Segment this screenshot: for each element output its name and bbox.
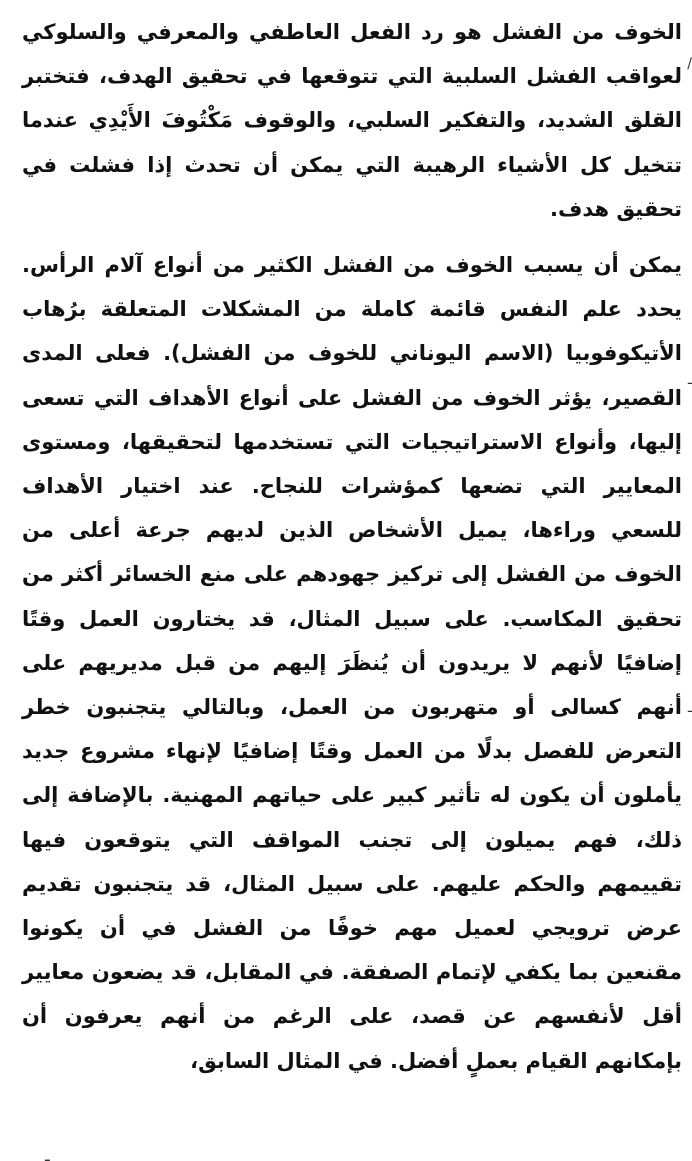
margin-mark: ـ: [687, 700, 692, 716]
margin-mark: /: [687, 56, 692, 72]
margin-mark: ـ: [687, 372, 692, 388]
text-column: [22, 10, 682, 1083]
margin-mark: ـ: [45, 1146, 50, 1161]
paragraph-1: الخوف من الفشل هو رد الفعل العاطفي والمعرفي والسلوكي لعواقب الفشل السلبية التي تتوقعها في تحقيق الهدف، فتختبر القلق الشديد، والتفكير السلبي، والوقوف مَكْتُوفَ الأَيْدِي عندما تتخيل كل الأشياء الرهيبة التي يمكن أن تحدث إذا فشلت في تحقيق هدف.: [22, 20, 682, 221]
paragraph-2: يمكن أن يسبب الخوف من الفشل الكثير من أنواع آلام الرأس. يحدد علم النفس قائمة كاملة من المشكلات المتعلقة برُهاب الأتيكوفوبيا (الاسم اليوناني للخوف من الفشل). فعلى المدى القصير، يؤثر الخوف من الفشل على أنواع الأهداف التي تسعى إليها، وأنواع الاستراتيجيات التي تستخدمها لتحقيقها، ومستوى المعايير التي تضعها كمؤشرات للنجاح. عند اختيار الأهداف للسعي وراءها، يميل الأشخاص الذين لديهم جرعة أعلى من الخوف من الفشل إلى تركيز جهودهم على منع الخسائر أكثر من تحقيق المكاسب. على سبيل المثال، قد يختارون العمل وقتًا إضافيًا لأنهم لا يريدون أن يُنظَرَ إليهم من قبل مديريهم على أنهم كسالى أو متهربون من العمل، وبالتالي يتجنبون خطر التعرض للفصل بدلًا من العمل وقتًا إضافيًا لإنهاء مشروع جديد يأملون أن يكون له تأثير كبير على حياتهم المهنية. بالإضافة إلى ذلك، فهم يميلون إلى تجنب المواقف التي يتوقعون فيها تقييمهم والحكم عليهم. على سبيل المثال، قد يتجنبون تقديم عرض ترويجي لعميل مهم خوفًا من الفشل في أن يكونوا مقنعين بما يكفي لإتمام الصفقة. في المقابل، قد يضعون معايير أقل لأنفسهم عن قصد، على الرغم من أنهم يعرفون أن بإمكانهم القيام بعملٍ أفضل. في المثال السابق،: [22, 253, 682, 1073]
